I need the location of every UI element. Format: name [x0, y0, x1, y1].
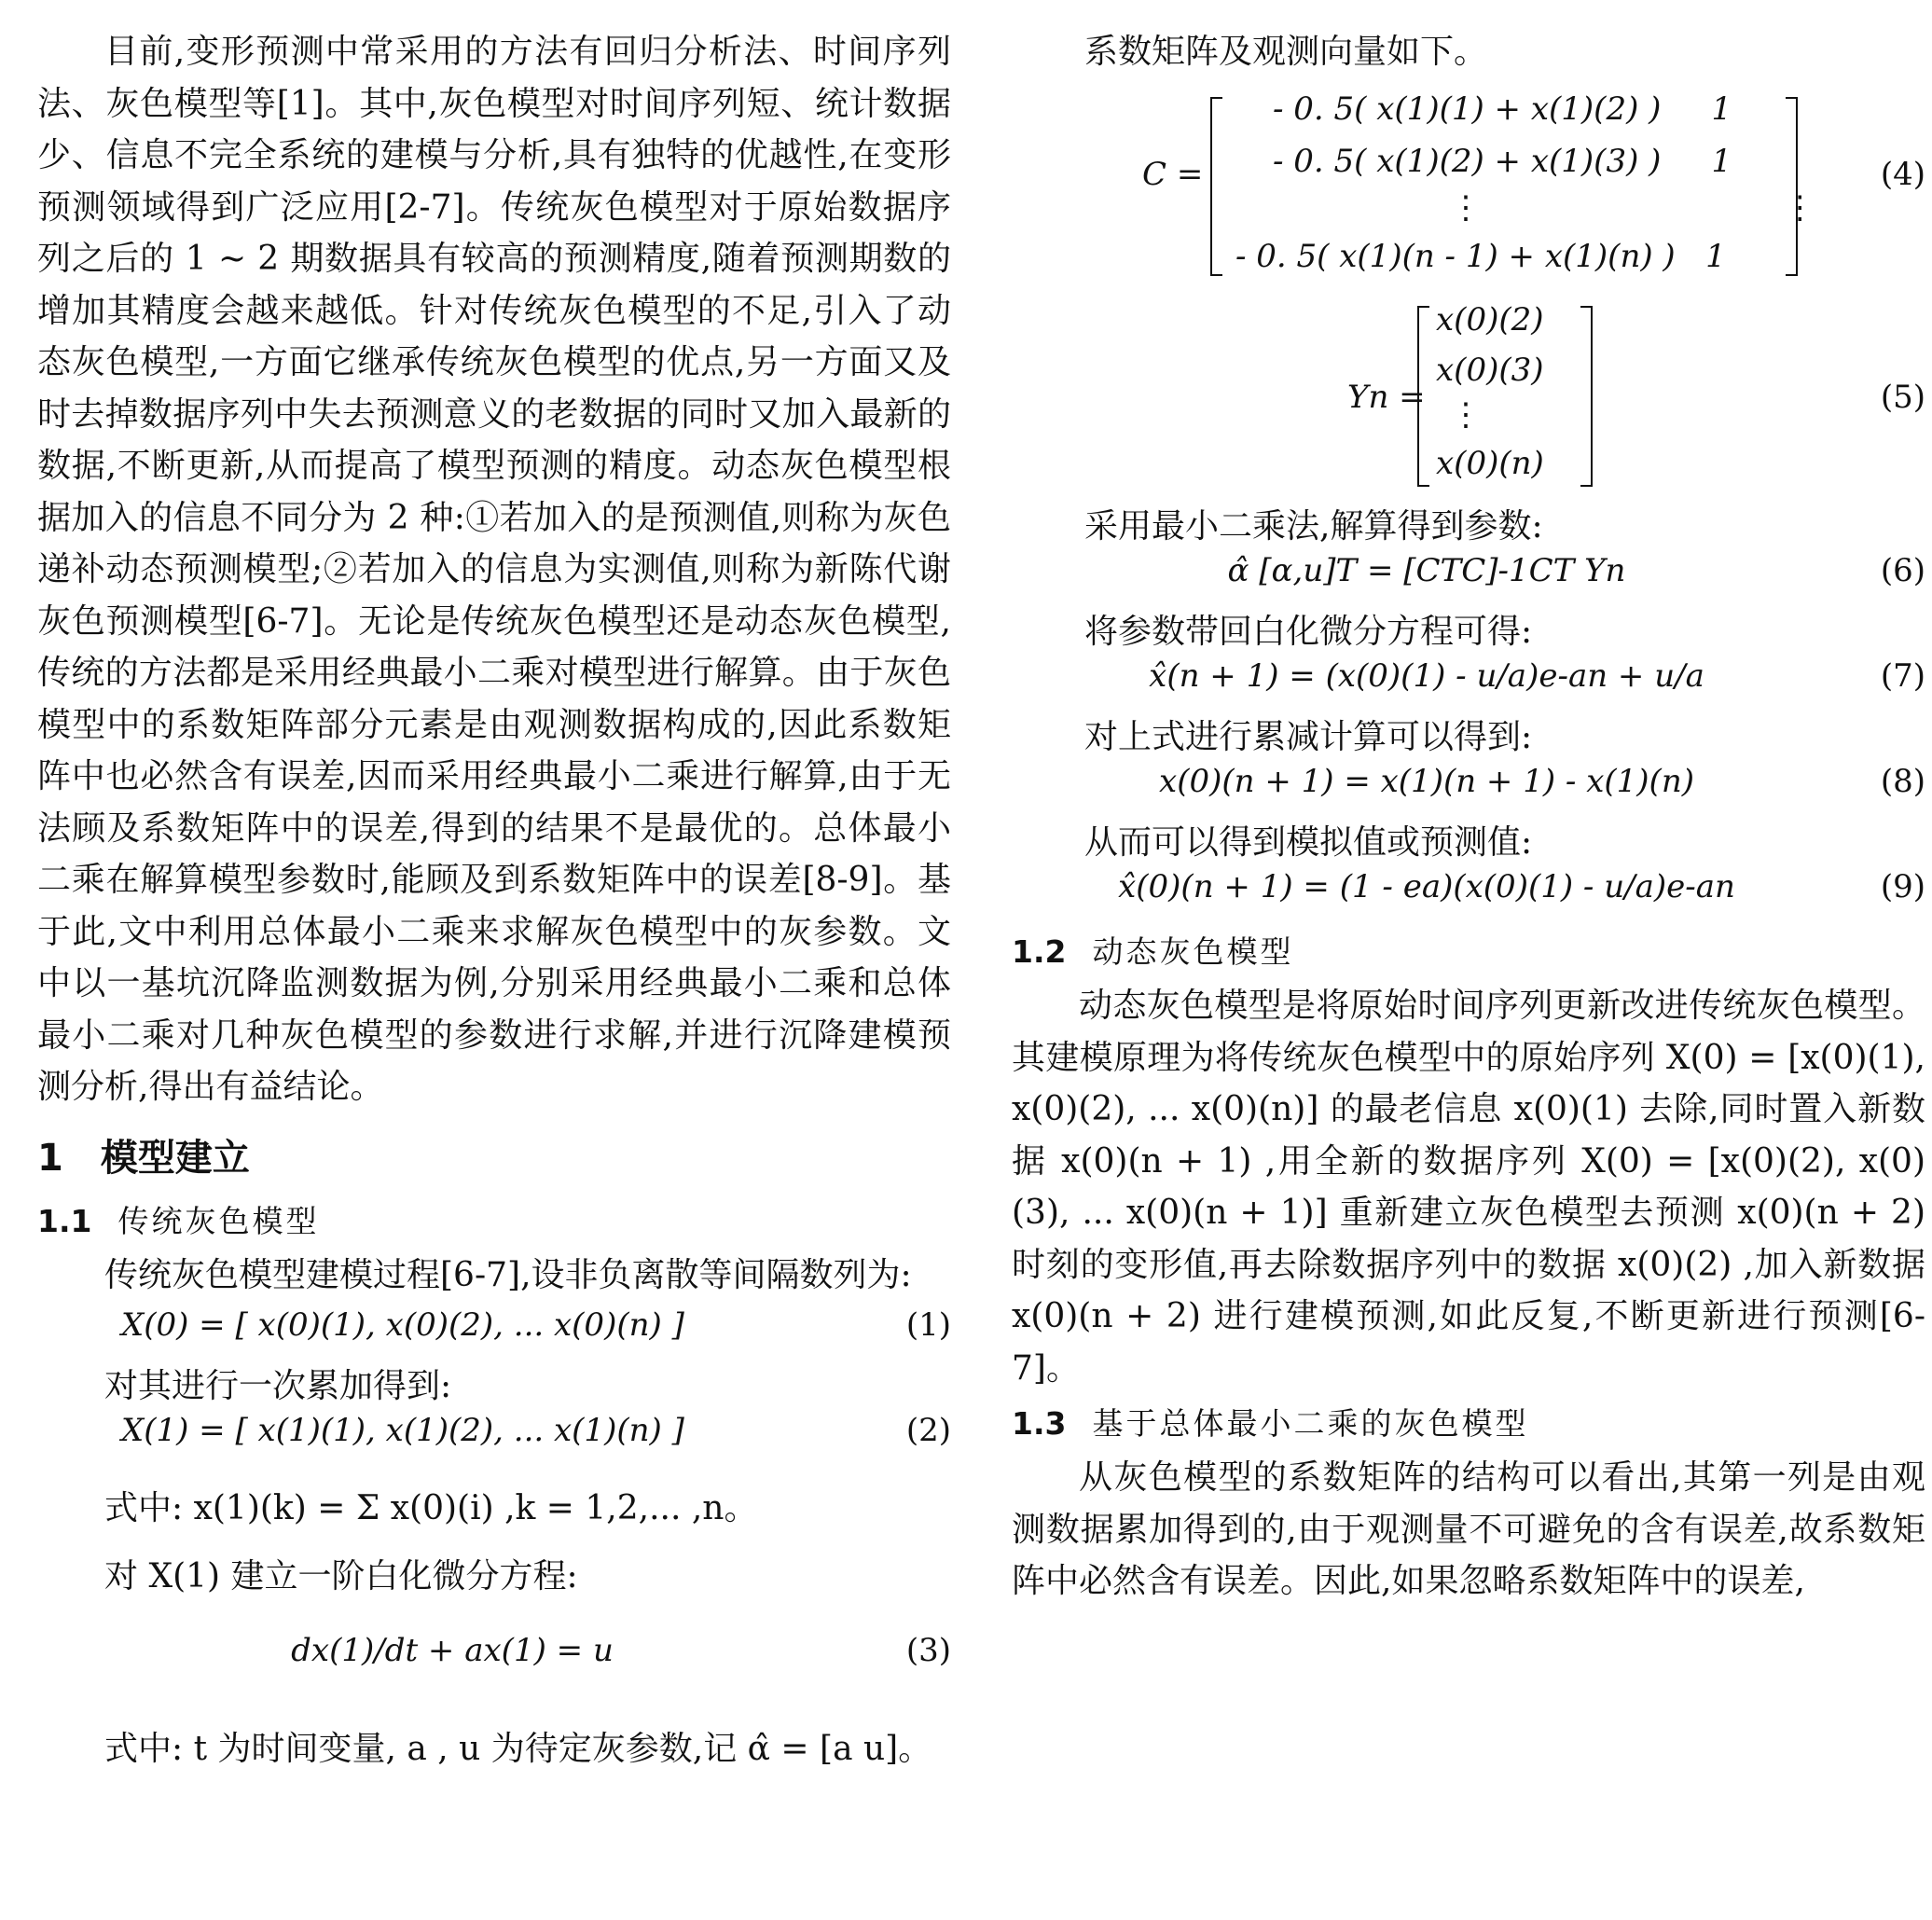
simulation-text: 从而可以得到模拟值或预测值: — [1084, 823, 1533, 862]
equation-3-body: dx(1)/dt + ax(1) = u — [291, 1632, 614, 1669]
equation-1-number: (1) — [905, 1306, 951, 1344]
back-substitute-text: 将参数带回白化微分方程可得: — [1084, 613, 1533, 651]
decrement-text: 对上式进行累减计算可以得到: — [1084, 718, 1533, 756]
equation-6-number: (6) — [1880, 552, 1925, 589]
equation-4-row-1: - 0. 5( x(1)(1) + x(1)(2) ) 1 — [1273, 90, 1732, 128]
equation-4-row-2: - 0. 5( x(1)(2) + x(1)(3) ) 1 — [1273, 143, 1732, 180]
equation-5-row-1: x(0)(2) — [1436, 301, 1544, 338]
equation-8-body: x(0)(n + 1) = x(1)(n + 1) - x(1)(n) — [1159, 763, 1694, 800]
equation-9-number: (9) — [1880, 868, 1925, 905]
subsection-number: 1.3 — [1012, 1405, 1067, 1442]
equation-6-body: α̂ [α,u]T = [CTC]-1CT Yn — [1227, 552, 1626, 589]
subsection-1-2-text: 动态灰色模型是将原始时间序列更新改进传统灰色模型。其建模原理为将传统灰色模型中的原始序列 X(0) = [x(0)(1), x(0)(2), ... x(0)(n)] 的最老信息 x(0)(1) 去除,同时置入新数据 x(0)(n + 1) ,用全新的数据序列 X(0) = [x(0)(2), x(0)(3), ... x(0)(n + 1)] 重新建立灰色模型去预测 x(0)(n + 2) 时刻的变形值,再去除数据序列中的数据 x(0)(2) ,加入新数据 x(0)(n + 2) 进行建模预测,如此反复,不断更新进行预测[6-7]。 — [1012, 987, 1925, 1388]
parameter-line: 式中: t 为时间变量, a , u 为待定灰参数,记 α̂ = [a u]。 — [104, 1730, 932, 1768]
equation-9-body: x̂(0)(n + 1) = (1 - ea)(x(0)(1) - u/a)e-an — [1118, 868, 1735, 905]
equation-4-lhs: C = — [1142, 156, 1204, 193]
equation-4-row-3: ⋮ ⋮ — [1450, 189, 1816, 227]
subsection-1-3-heading — [1012, 1400, 1925, 1448]
subsection-1-1-text: 传统灰色模型建模过程[6-7],设非负离散等间隔数列为: — [104, 1255, 912, 1294]
equation-4-row-4: - 0. 5( x(1)(n - 1) + x(1)(n) ) 1 — [1235, 238, 1726, 275]
subsection-1-2-heading — [1012, 928, 1925, 976]
equation-4-number: (4) — [1880, 156, 1925, 193]
equation-3 — [37, 1613, 951, 1697]
least-squares-text: 采用最小二乘法,解算得到参数: — [1084, 507, 1543, 546]
equation-7-number: (7) — [1880, 657, 1925, 695]
equation-6 — [1012, 552, 1925, 606]
equation-2-number: (2) — [905, 1412, 951, 1449]
equation-5-row-4: x(0)(n) — [1436, 445, 1544, 482]
subsection-title: 动态灰色模型 — [1092, 933, 1294, 970]
subsection-1-1-heading — [37, 1197, 951, 1246]
intro-paragraph: 目前,变形预测中常采用的方法有回归分析法、时间序列法、灰色模型等[1]。其中,灰色模型对时间序列短、统计数据少、信息不完全系统的建模与分析,具有独特的优越性,在变形预测领域得到广泛应用[2-7]。传统灰色模型对于原始数据序列之后的 1 ~ 2 期数据具有较高的预测精度,随着预测期数的增加其精度会越来越低。针对传统灰色模型的不足,引入了动态灰色模型,一方面它继承传统灰色模型的优点,另一方面又及时去掉数据序列中失去预测意义的老数据的同时又加入最新的数据,不断更新,从而提高了模型预测的精度。动态灰色模型根据加入的信息不同分为 2 种:①若加入的是预测值,则称为灰色递补动态预测模型;②若加入的信息为实测值,则称为新陈代谢灰色预测模型[6-7]。无论是传统灰色模型还是动态灰色模型,传统的方法都是采用经典最小二乘对模型进行解算。由于灰色模型中的系数矩阵部分元素是由观测数据构成的,因此系数矩阵中也必然含有误差,因而采用经典最小二乘进行解算,由于无法顾及系数矩阵中的误差,得到的结果不是最优的。总体最小二乘在解算模型参数时,能顾及到系数矩阵中的误差[8-9]。基于此,文中利用总体最小二乘来求解灰色模型中的灰参数。文中以一基坑沉降监测数据为例,分别采用经典最小二乘和总体最小二乘对几种灰色模型的参数进行求解,并进行沉降建模预测分析,得出有益结论。 — [37, 33, 951, 1106]
equation-1 — [37, 1306, 951, 1361]
equation-1-body: X(0) = [ x(0)(1), x(0)(2), ... x(0)(n) ] — [121, 1306, 684, 1344]
equation-5-row-2: x(0)(3) — [1436, 352, 1544, 389]
where-line: 式中: x(1)(k) = Σ x(0)(i) ,k = 1,2,... ,n。 — [104, 1489, 758, 1527]
whitening-text: 对 X(1) 建立一阶白化微分方程: — [104, 1557, 578, 1595]
left-column — [37, 26, 951, 1775]
equation-5-number: (5) — [1880, 379, 1925, 416]
subsection-title: 基于总体最小二乘的灰色模型 — [1092, 1405, 1529, 1442]
equation-7-body: x̂(n + 1) = (x(0)(1) - u/a)e-an + u/a — [1149, 657, 1704, 695]
equation-8-number: (8) — [1880, 763, 1925, 800]
subsection-title: 传统灰色模型 — [117, 1202, 320, 1239]
equation-5-lhs: Yn = — [1347, 379, 1426, 416]
equation-3-number: (3) — [905, 1632, 951, 1669]
matrix-intro: 系数矩阵及观测向量如下。 — [1084, 33, 1488, 71]
equation-8 — [1012, 763, 1925, 817]
equation-2-body: X(1) = [ x(1)(1), x(1)(2), ... x(1)(n) ] — [121, 1412, 684, 1449]
right-column — [1012, 26, 1925, 1608]
subsection-number: 1.2 — [1012, 933, 1067, 970]
accumulation-text: 对其进行一次累加得到: — [104, 1367, 452, 1405]
equation-9 — [1012, 868, 1925, 922]
section-1-title: 1 模型建立 — [37, 1136, 250, 1180]
equation-7 — [1012, 657, 1925, 711]
equation-2 — [37, 1412, 951, 1466]
equation-4 — [1012, 81, 1925, 296]
equation-5 — [1012, 299, 1925, 495]
subsection-1-3-text: 从灰色模型的系数矩阵的结构可以看出,其第一列是由观测数据累加得到的,由于观测量不可避免的含有误差,故系数矩阵中必然含有误差。因此,如果忽略系数矩阵中的误差, — [1012, 1458, 1925, 1600]
subsection-number: 1.1 — [37, 1202, 92, 1239]
equation-5-row-3: ⋮ — [1450, 396, 1482, 434]
